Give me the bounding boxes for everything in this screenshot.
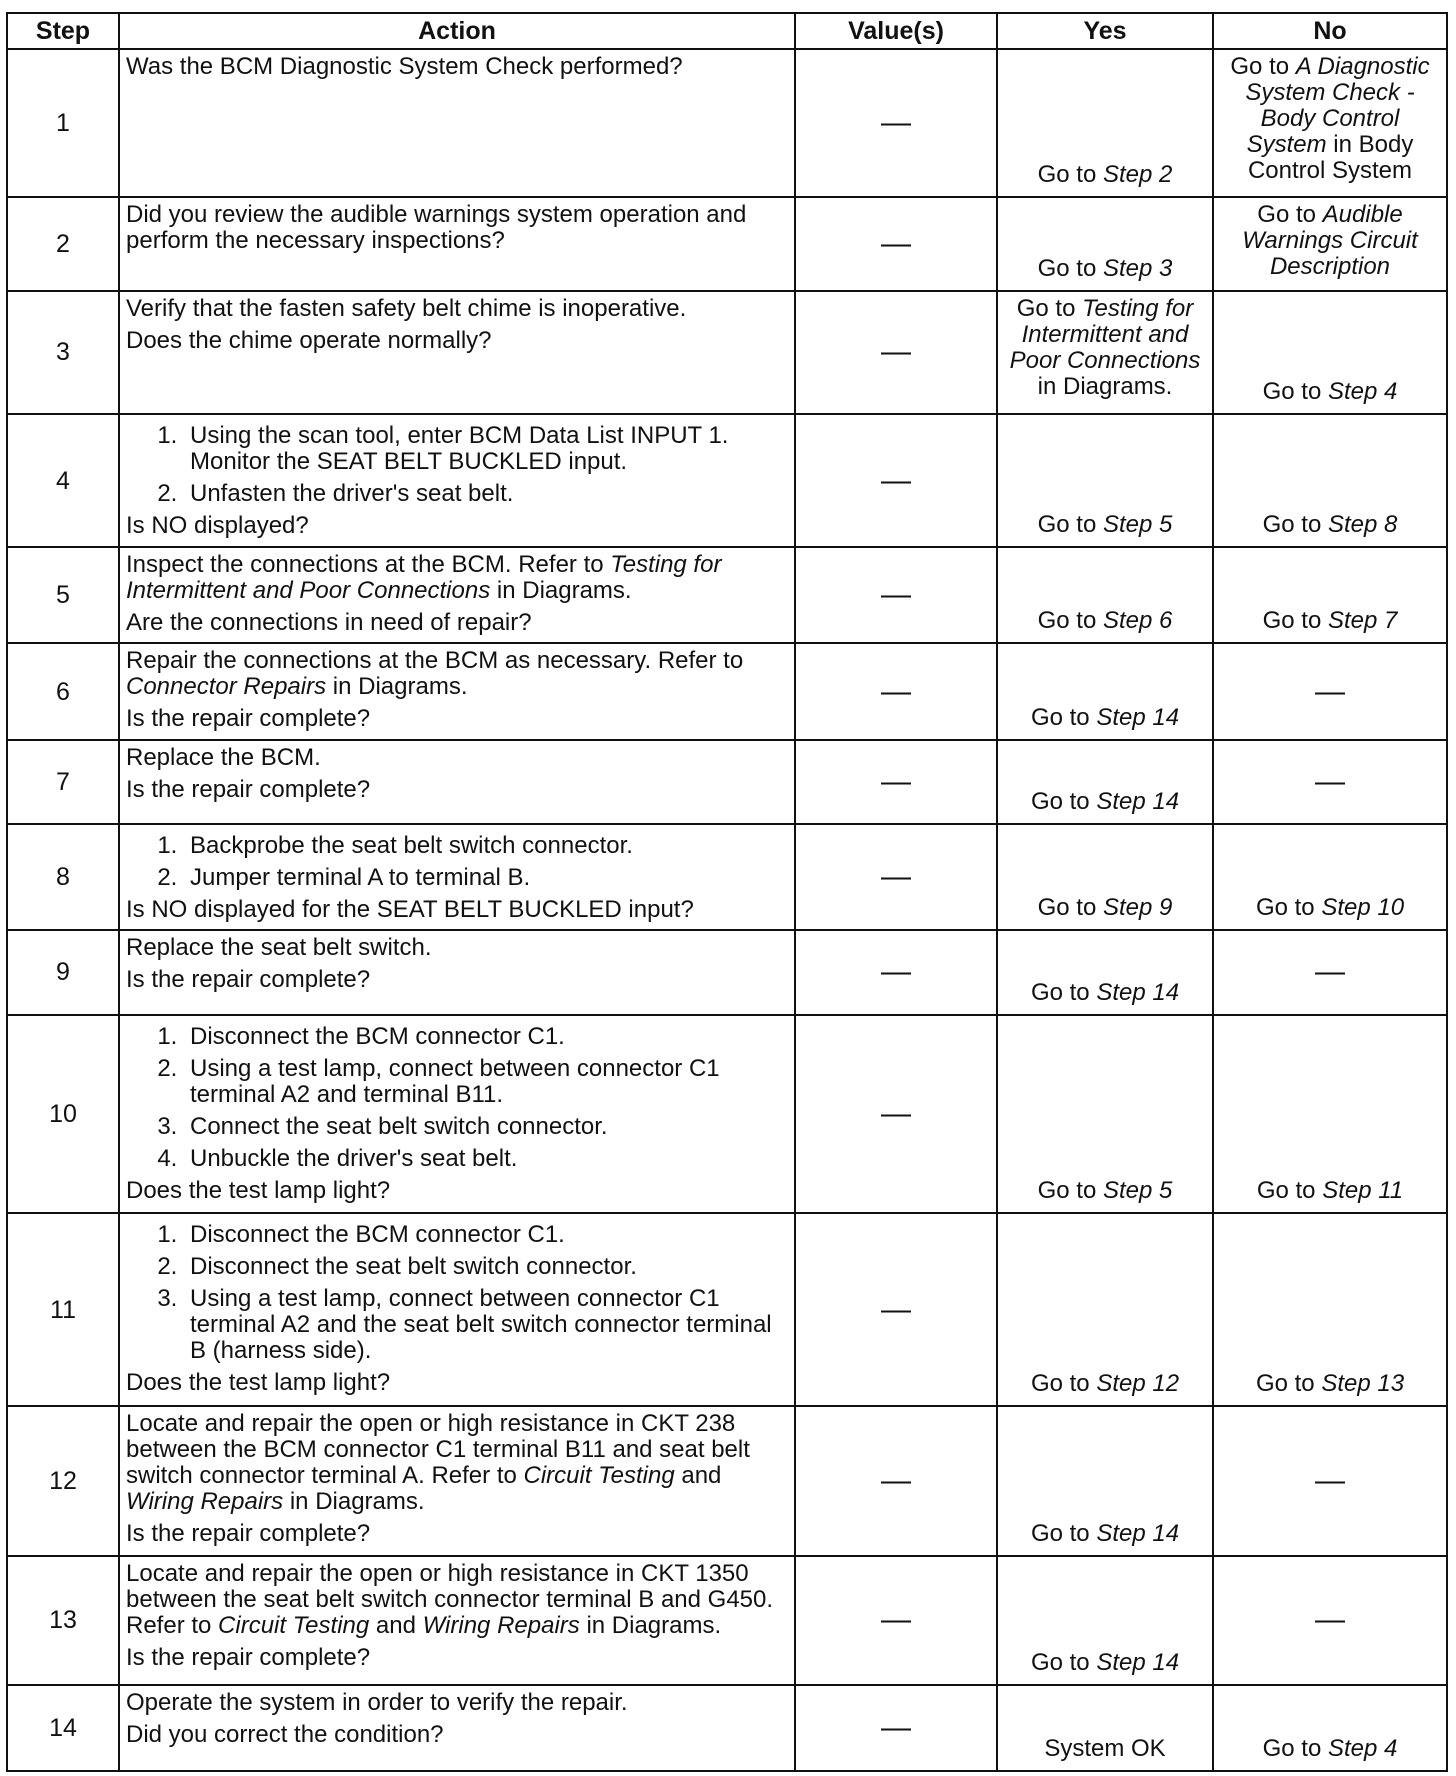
yes-text: Go to: [1037, 254, 1103, 282]
yes-reference: Step 14: [1096, 1519, 1180, 1547]
action-cell: [119, 49, 795, 197]
table-row: [7, 1213, 1447, 1406]
step-number: 2: [7, 197, 119, 291]
action-reference: Connector Repairs: [126, 673, 327, 701]
step-number: 10: [7, 1015, 119, 1214]
action-text: in Diagrams.: [326, 673, 468, 701]
yes-cell: [997, 291, 1213, 414]
value-cell: —: [795, 197, 997, 291]
value-cell: —: [795, 740, 997, 824]
step-number: 4: [7, 414, 119, 547]
header-values: Value(s): [795, 13, 997, 49]
yes-text: Go to: [1030, 1519, 1097, 1547]
no-reference: Step 7: [1327, 607, 1398, 635]
action-line: Operate the system in order to verify the repair.: [126, 1688, 628, 1716]
value-cell: —: [795, 1406, 997, 1556]
action-line: [126, 1561, 788, 1639]
action-question: Is NO displayed?: [126, 511, 309, 539]
action-text: in Diagrams.: [283, 1488, 425, 1516]
action-question: Does the test lamp light?: [126, 1369, 391, 1397]
no-reference: Audible Warnings Circuit Description: [1242, 200, 1418, 280]
no-reference: Step 8: [1327, 511, 1398, 539]
yes-cell: [997, 930, 1213, 1014]
action-step-item: 1. Using the scan tool, enter BCM Data List INPUT 1. Monitor the SEAT BELT BUCKLED input.: [184, 423, 788, 475]
header-row: [7, 13, 1447, 49]
action-line: Replace the BCM.: [126, 743, 321, 771]
step-number: 9: [7, 930, 119, 1014]
value-cell: —: [795, 414, 997, 547]
table-row: [7, 824, 1447, 931]
action-cell: [119, 1213, 795, 1406]
value-cell: —: [795, 49, 997, 197]
yes-reference: Step 3: [1102, 254, 1173, 282]
action-line: Does the chime operate normally?: [126, 326, 492, 354]
action-question: Is the repair complete?: [126, 775, 371, 803]
value-cell: —: [795, 1556, 997, 1685]
step-number: 14: [7, 1685, 119, 1771]
action-step-item: 1. Disconnect the BCM connector C1.: [184, 1024, 788, 1050]
no-text: Go to: [1262, 377, 1328, 405]
action-question: Does the test lamp light?: [126, 1176, 391, 1204]
step-number: 3: [7, 291, 119, 414]
no-cell: [1213, 197, 1447, 291]
yes-text: Go to: [1030, 978, 1097, 1006]
no-cell: [1213, 547, 1447, 643]
yes-text: Go to: [1030, 787, 1097, 815]
yes-reference: Step 14: [1096, 787, 1180, 815]
yes-reference: Step 5: [1102, 1177, 1173, 1205]
action-question: Is the repair complete?: [126, 705, 371, 733]
action-question: Is the repair complete?: [126, 966, 371, 994]
step-number: 5: [7, 547, 119, 643]
yes-text: Go to: [1016, 294, 1083, 322]
step-number: 13: [7, 1556, 119, 1685]
action-reference: Circuit Testing: [523, 1462, 675, 1490]
yes-text: Go to: [1030, 1648, 1097, 1676]
action-question: Is the repair complete?: [126, 1520, 371, 1548]
no-text: Go to: [1255, 1370, 1322, 1398]
yes-reference: Step 9: [1102, 894, 1173, 922]
step-number: 7: [7, 740, 119, 824]
no-reference: Step 10: [1321, 894, 1405, 922]
header-no: No: [1213, 13, 1447, 49]
action-cell: [119, 291, 795, 414]
action-line: [126, 648, 788, 700]
action-question: Is the repair complete?: [126, 1643, 371, 1671]
yes-text: Go to: [1037, 160, 1103, 188]
step-number: 1: [7, 49, 119, 197]
action-text: Inspect the connections at the BCM. Refer to: [126, 551, 611, 579]
no-reference: Step 13: [1321, 1370, 1405, 1398]
no-cell: [1213, 49, 1447, 197]
action-cell: [119, 740, 795, 824]
table-row: [7, 1015, 1447, 1214]
action-cell: [119, 1685, 795, 1771]
yes-cell: [997, 824, 1213, 931]
table-row: [7, 1406, 1447, 1556]
yes-text: Go to: [1037, 511, 1103, 539]
action-cell: [119, 197, 795, 291]
yes-cell: [997, 1685, 1213, 1771]
yes-cell: [997, 1556, 1213, 1685]
action-text: in Diagrams.: [490, 577, 632, 605]
yes-reference: Step 14: [1096, 1648, 1180, 1676]
value-cell: —: [795, 1015, 997, 1214]
yes-cell: [997, 643, 1213, 739]
action-steps-list: [126, 1024, 788, 1172]
value-cell: —: [795, 291, 997, 414]
no-cell: [1213, 291, 1447, 414]
action-steps-list: [126, 1222, 788, 1364]
no-text: Go to: [1262, 607, 1328, 635]
yes-cell: [997, 49, 1213, 197]
action-step-item: 1. Backprobe the seat belt switch connector.: [184, 833, 788, 859]
table-row: [7, 930, 1447, 1014]
yes-reference: Step 2: [1102, 160, 1173, 188]
table-row: [7, 740, 1447, 824]
yes-cell: [997, 1015, 1213, 1214]
action-reference: Wiring Repairs: [126, 1488, 284, 1516]
table-row: [7, 49, 1447, 197]
no-text: Go to: [1256, 1177, 1323, 1205]
table-row: [7, 197, 1447, 291]
action-line: [126, 552, 788, 604]
action-cell: [119, 1556, 795, 1685]
no-reference: Step 11: [1322, 1177, 1404, 1205]
action-text: Locate and repair the open or high resistance in CKT 1350 between the seat belt switch connector terminal B and G450. Refer to: [126, 1559, 774, 1639]
action-text: in Diagrams.: [579, 1611, 722, 1639]
yes-reference: Step 14: [1096, 703, 1180, 731]
action-step-item: 4. Unbuckle the driver's seat belt.: [184, 1146, 788, 1172]
action-step-item: 1. Disconnect the BCM connector C1.: [184, 1222, 788, 1248]
no-cell: [1213, 824, 1447, 931]
no-reference: Step 4: [1327, 377, 1398, 405]
table-row: [7, 1556, 1447, 1685]
action-reference: Circuit Testing: [218, 1611, 370, 1639]
yes-cell: [997, 740, 1213, 824]
value-cell: —: [795, 930, 997, 1014]
action-cell: [119, 1406, 795, 1556]
no-text: Go to: [1255, 894, 1322, 922]
value-cell: —: [795, 547, 997, 643]
yes-cell: [997, 414, 1213, 547]
action-step-item: 2. Using a test lamp, connect between connector C1 terminal A2 and terminal B11.: [184, 1056, 788, 1108]
action-line: Did you correct the condition?: [126, 1720, 444, 1748]
table-row: [7, 291, 1447, 414]
no-cell: [1213, 1015, 1447, 1214]
yes-text: in Diagrams.: [1037, 372, 1173, 400]
action-steps-list: [126, 423, 788, 507]
action-reference: Wiring Repairs: [422, 1611, 580, 1639]
no-text: in Body Control System: [1247, 131, 1414, 184]
no-cell: —: [1213, 1406, 1447, 1556]
action-line: Verify that the fasten safety belt chime is inoperative.: [126, 294, 687, 322]
value-cell: —: [795, 643, 997, 739]
yes-text: Go to: [1037, 1177, 1103, 1205]
no-cell: —: [1213, 1556, 1447, 1685]
action-text: and: [369, 1611, 423, 1639]
yes-cell: [997, 197, 1213, 291]
no-text: Go to: [1262, 511, 1328, 539]
no-text: Go to: [1230, 53, 1296, 80]
yes-cell: [997, 1213, 1213, 1406]
action-question: Is NO displayed for the SEAT BELT BUCKLED input?: [126, 895, 694, 923]
action-step-item: 2. Unfasten the driver's seat belt.: [184, 481, 788, 507]
yes-reference: Step 5: [1102, 511, 1173, 539]
table-row: [7, 1685, 1447, 1771]
step-number: 6: [7, 643, 119, 739]
action-line: Replace the seat belt switch.: [126, 934, 432, 962]
step-number: 12: [7, 1406, 119, 1556]
yes-cell: [997, 1406, 1213, 1556]
value-cell: —: [795, 1685, 997, 1771]
yes-cell: [997, 547, 1213, 643]
value-cell: —: [795, 1213, 997, 1406]
header-yes: Yes: [997, 13, 1213, 49]
action-line: Was the BCM Diagnostic System Check performed?: [126, 53, 683, 80]
table-row: [7, 414, 1447, 547]
no-cell: [1213, 414, 1447, 547]
no-reference: Step 4: [1327, 1735, 1398, 1762]
yes-text: Go to: [1037, 894, 1103, 922]
yes-reference: Step 6: [1102, 607, 1173, 635]
no-cell: [1213, 1213, 1447, 1406]
value-cell: —: [795, 824, 997, 931]
action-line: Did you review the audible warnings system operation and perform the necessary inspections?: [126, 200, 747, 254]
no-text: Go to: [1257, 200, 1323, 228]
action-text: and: [674, 1462, 722, 1490]
action-reference: Testing for Intermittent and Poor Connections: [126, 551, 722, 605]
action-line: [126, 1411, 788, 1515]
action-cell: [119, 643, 795, 739]
yes-text: Go to: [1037, 607, 1103, 635]
no-cell: [1213, 1685, 1447, 1771]
yes-reference: Testing for Intermittent and Poor Connections: [1009, 294, 1201, 374]
yes-reference: Step 14: [1096, 978, 1180, 1006]
no-cell: —: [1213, 740, 1447, 824]
yes-text: Go to: [1030, 1370, 1097, 1398]
no-reference: A Diagnostic System Check - Body Control System: [1245, 53, 1430, 158]
action-cell: [119, 547, 795, 643]
action-step-item: 3. Using a test lamp, connect between connector C1 terminal A2 and the seat belt switch connector terminal B (harness side).: [184, 1286, 788, 1364]
yes-reference: Step 12: [1096, 1370, 1180, 1398]
yes-text: Go to: [1030, 703, 1097, 731]
action-cell: [119, 930, 795, 1014]
no-cell: —: [1213, 930, 1447, 1014]
action-step-item: 3. Connect the seat belt switch connector.: [184, 1114, 788, 1140]
action-cell: [119, 414, 795, 547]
action-steps-list: [126, 833, 788, 891]
action-cell: [119, 1015, 795, 1214]
yes-text: System OK: [1044, 1735, 1166, 1762]
action-step-item: 2. Disconnect the seat belt switch connector.: [184, 1254, 788, 1280]
action-text: Locate and repair the open or high resistance in CKT 238 between the BCM connector C1 terminal B11 and seat belt switch connector terminal A. Refer to: [126, 1410, 750, 1490]
no-text: Go to: [1262, 1735, 1328, 1762]
table-row: [7, 547, 1447, 643]
action-step-item: 2. Jumper terminal A to terminal B.: [184, 865, 788, 891]
step-number: 11: [7, 1213, 119, 1406]
diagnostic-table: [6, 12, 1448, 1772]
step-number: 8: [7, 824, 119, 931]
header-step: Step: [7, 13, 119, 49]
action-cell: [119, 824, 795, 931]
no-cell: —: [1213, 643, 1447, 739]
action-question: Are the connections in need of repair?: [126, 609, 532, 637]
table-row: [7, 643, 1447, 739]
header-action: Action: [119, 13, 795, 49]
action-text: Repair the connections at the BCM as necessary. Refer to: [126, 647, 744, 675]
